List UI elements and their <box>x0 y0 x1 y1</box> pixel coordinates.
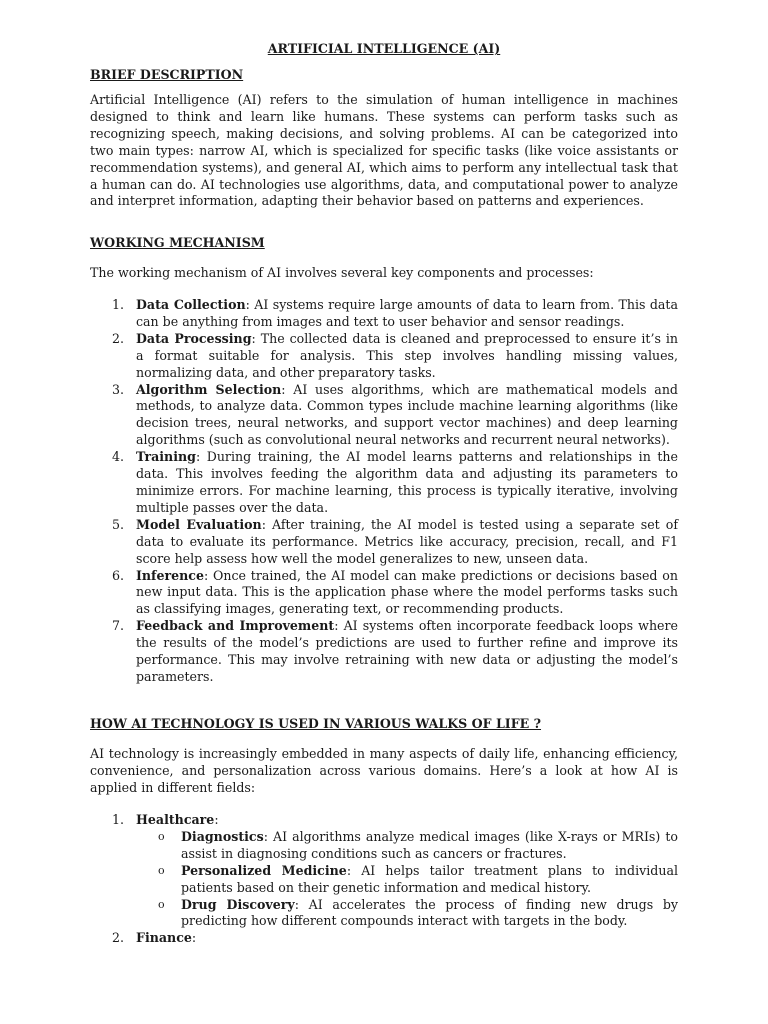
document-title: ARTIFICIAL INTELLIGENCE (AI) <box>267 41 501 56</box>
list-item-term: Data Collection <box>136 297 246 312</box>
list-number: 1. <box>112 812 125 827</box>
brief-description-paragraph: Artificial Intelligence (AI) refers to the simulation of human intelligence in machines designed to think and learn like humans. These systems can perform tasks such as recognizing speech, making decisions, and solving problems. AI can be categorized into two main types: narrow AI, which is specialized for specific tasks (like voice assistants or recommendation systems), and general AI, which aims to perform any intellectual task that a human can do. AI technologies use algorithms, data, and computational power to analyze and interpret information, adapting their behavior based on patterns and experiences. <box>90 92 678 209</box>
list-item <box>90 618 678 686</box>
sub-item-term: Drug Discovery <box>181 896 295 912</box>
sub-list-item <box>136 863 678 897</box>
bullet-icon: o <box>158 897 165 911</box>
field-name: Finance <box>136 930 192 946</box>
list-item-text: : After training, the AI model is tested using a separate set of data to evaluate its performance. Metrics like accuracy, precision, recall, and F1 score help assess how well the model generalizes to new, unseen data. <box>136 516 678 566</box>
list-item-term: Algorithm Selection <box>136 381 282 397</box>
working-mechanism-heading: WORKING MECHANISM <box>90 235 265 250</box>
list-number: 1. <box>112 297 125 312</box>
bullet-icon: o <box>158 829 165 843</box>
field-suffix: : <box>214 812 219 827</box>
brief-description-heading: BRIEF DESCRIPTION <box>90 67 244 82</box>
bullet-icon: o <box>158 863 165 877</box>
list-item-text: : Once trained, the AI model can make predictions or decisions based on new input data. This is the application phase where the model performs tasks such as classifying images, generating text, or recommending products. <box>136 567 678 617</box>
list-item-text: : During training, the AI model learns patterns and relationships in the data. This involves feeding the algorithm data and adjusting its parameters to minimize errors. For machine learning, this process is typically iterative, involving multiple passes over the data. <box>136 449 678 515</box>
list-item-term: Inference <box>136 567 204 583</box>
list-number: 4. <box>112 449 125 465</box>
list-item-text: : AI systems often incorporate feedback loops where the results of the model’s predictions are used to further refine and improve its performance. This may involve retraining with new data or adjusting the model’s parameters. <box>136 618 678 684</box>
list-item <box>90 331 678 382</box>
sub-list-item <box>136 829 678 863</box>
list-item <box>90 568 678 619</box>
list-number: 2. <box>112 330 125 346</box>
ai-usage-intro: AI technology is increasingly embedded in many aspects of daily life, enhancing efficiency, convenience, and personalization across various domains. Here’s a look at how AI is applied in different fields: <box>90 746 678 795</box>
ai-usage-heading: HOW AI TECHNOLOGY IS USED IN VARIOUS WALKS OF LIFE ? <box>90 716 542 731</box>
field-name: Healthcare <box>136 812 215 827</box>
list-item-term: Feedback and Improvement <box>136 618 335 634</box>
list-item <box>90 297 678 331</box>
list-item <box>90 812 678 930</box>
list-number: 6. <box>112 567 125 583</box>
list-item-text: : AI systems require large amounts of data to learn from. This data can be anything from images and text to user behavior and sensor readings. <box>136 297 678 329</box>
list-item-term: Model Evaluation <box>136 516 262 532</box>
list-item <box>90 382 678 450</box>
field-suffix: : <box>191 930 197 946</box>
sub-list-item <box>136 897 678 931</box>
list-number: 3. <box>112 381 125 397</box>
list-number: 7. <box>112 618 125 634</box>
list-item <box>90 930 678 947</box>
list-number: 5. <box>112 516 125 532</box>
sub-item-text: : AI helps tailor treatment plans to individual patients based on their genetic information and medical history. <box>181 862 678 895</box>
list-number: 2. <box>112 930 125 946</box>
list-item-term: Training <box>136 449 196 465</box>
list-item <box>90 449 678 517</box>
list-item-text: : The collected data is cleaned and preprocessed to ensure it’s in a format suitable for analysis. This step involves handling missing values, normalizing data, and other preparatory tasks. <box>136 330 678 380</box>
working-mechanism-list <box>90 297 678 686</box>
healthcare-sublist <box>136 829 678 930</box>
sub-item-term: Diagnostics <box>181 828 264 844</box>
ai-usage-fields-list <box>90 812 678 947</box>
sub-item-text: : AI algorithms analyze medical images (like X-rays or MRIs) to assist in diagnosing conditions such as cancers or fractures. <box>181 828 678 861</box>
list-item-text: : AI uses algorithms, which are mathematical models and methods, to analyze data. Common types include machine learning algorithms (like decision trees, neural networks, and support vector machines) and deep learning algorithms (such as convolutional neural networks and recurrent neural networks). <box>136 381 678 448</box>
working-mechanism-intro: The working mechanism of AI involves several key components and processes: <box>90 265 594 280</box>
sub-item-text: : AI accelerates the process of finding new drugs by predicting how different compounds interact with targets in the body. <box>181 896 678 929</box>
list-item-term: Data Processing <box>136 330 252 346</box>
sub-item-term: Personalized Medicine <box>181 862 347 878</box>
list-item <box>90 517 678 568</box>
